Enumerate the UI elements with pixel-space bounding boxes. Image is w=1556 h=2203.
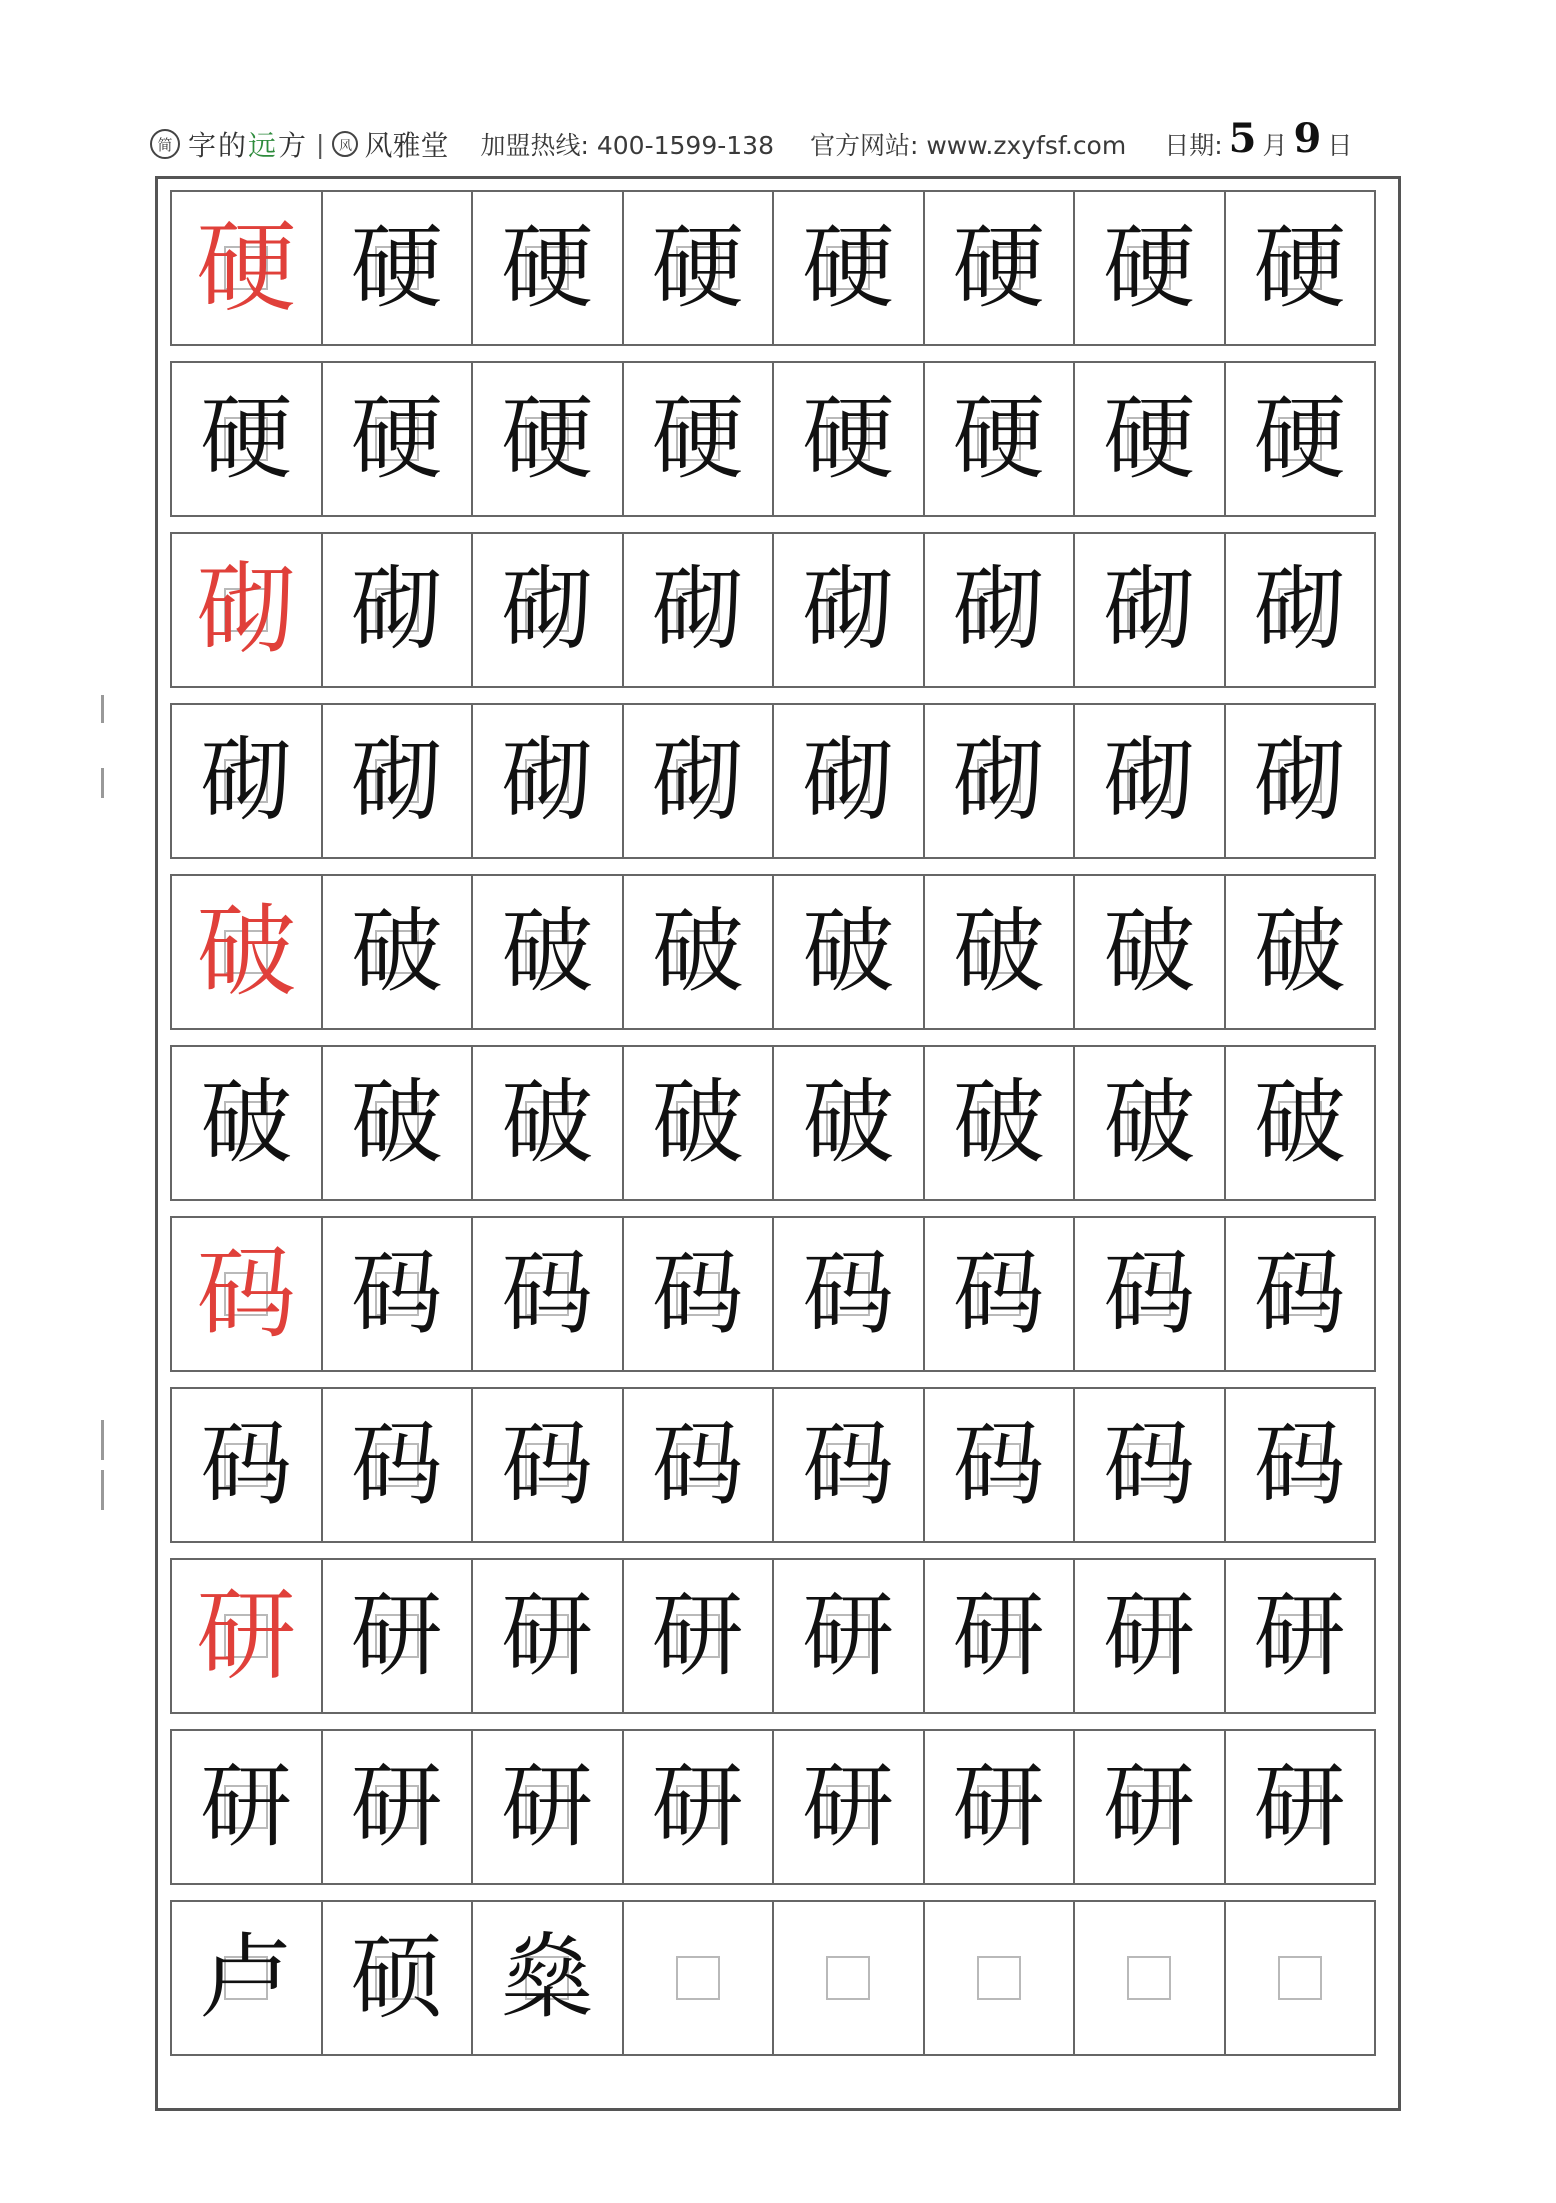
practice-cell [1073,361,1226,517]
date-month-value: 5 [1228,114,1257,162]
practice-cell [170,874,323,1030]
practice-character: 研 [350,1753,443,1860]
practice-cell [772,190,925,346]
practice-cell [1224,1045,1377,1201]
practice-cell [321,1045,474,1201]
brand-name-part1: 字的 [188,129,249,162]
practice-cell [471,1216,624,1372]
practice-cell [923,1729,1076,1885]
binding-mark [101,768,104,798]
practice-character: 码 [802,1411,895,1518]
practice-character: 码 [200,1411,293,1518]
practice-cell [772,1558,925,1714]
practice-cell [1224,1216,1377,1372]
practice-character: 码 [1253,1411,1346,1518]
practice-character: 破 [952,1069,1045,1176]
practice-cell [471,1729,624,1885]
practice-character: 码 [651,1240,744,1347]
practice-cell [1224,190,1377,346]
date-label: 日期: [1164,131,1223,160]
practice-cell [170,1387,323,1543]
practice-character: 硬 [802,385,895,492]
practice-cell [622,874,775,1030]
practice-character: 硬 [1253,214,1346,321]
practice-cell [321,874,474,1030]
practice-cell [471,1900,624,2056]
practice-character: 破 [802,898,895,1005]
practice-character: 破 [651,898,744,1005]
guide-box [1278,1956,1322,2000]
practice-cell [923,1216,1076,1372]
practice-character: 砌 [350,556,443,663]
practice-cell [321,1729,474,1885]
practice-row [170,703,1390,859]
practice-character: 码 [501,1411,594,1518]
practice-character: 码 [501,1240,594,1347]
practice-cell [772,703,925,859]
date-day-value: 9 [1293,114,1322,162]
practice-character: 破 [1103,1069,1196,1176]
partner-name: 风雅堂 [364,129,449,162]
practice-cell [622,1900,775,2056]
model-character: 研 [196,1577,297,1694]
practice-character: 硬 [1103,214,1196,321]
practice-cell [321,1387,474,1543]
practice-cell [923,361,1076,517]
practice-character: 硬 [802,214,895,321]
practice-cell [923,874,1076,1030]
practice-cell [471,361,624,517]
practice-cell [1224,532,1377,688]
guide-box [977,1956,1021,2000]
practice-character: 砌 [1103,727,1196,834]
practice-character: 硕 [350,1924,443,2031]
practice-character: 码 [1103,1240,1196,1347]
practice-cell [471,703,624,859]
practice-cell [170,1045,323,1201]
practice-character: 硬 [1103,385,1196,492]
practice-character: 破 [651,1069,744,1176]
practice-cell [170,361,323,517]
practice-character: 码 [350,1240,443,1347]
practice-character: 破 [501,898,594,1005]
practice-cell [622,1558,775,1714]
practice-cell [1073,1900,1226,2056]
practice-cell [923,1558,1076,1714]
practice-cell [170,1729,323,1885]
practice-cell [622,532,775,688]
practice-character: 码 [350,1411,443,1518]
binding-mark [101,1470,104,1510]
practice-cell [1224,1900,1377,2056]
practice-character: 砌 [802,556,895,663]
practice-character: 研 [802,1753,895,1860]
practice-cell [170,1558,323,1714]
practice-character: 研 [952,1753,1045,1860]
model-character: 破 [196,893,297,1010]
practice-cell [772,1900,925,2056]
practice-character: 砌 [802,727,895,834]
practice-character: 研 [350,1582,443,1689]
practice-cell [1224,874,1377,1030]
practice-cell [1073,532,1226,688]
practice-cell [170,703,323,859]
practice-character: 码 [952,1411,1045,1518]
practice-character: 研 [501,1582,594,1689]
practice-character: 硬 [1253,385,1346,492]
practice-character: 砌 [1103,556,1196,663]
practice-cell [1073,703,1226,859]
practice-character: 砌 [952,727,1045,834]
practice-character: 砌 [1253,727,1346,834]
practice-cell [471,1558,624,1714]
practice-character: 砌 [501,556,594,663]
practice-grid [170,190,1390,2071]
practice-character: 码 [651,1411,744,1518]
practice-row [170,874,1390,1030]
model-character: 码 [196,1235,297,1352]
practice-cell [772,874,925,1030]
practice-character: 研 [952,1582,1045,1689]
brand-separator: | [316,129,325,159]
guide-box [826,1956,870,2000]
practice-cell [321,703,474,859]
practice-character: 硬 [200,385,293,492]
practice-cell [321,1216,474,1372]
guide-box [1127,1956,1171,2000]
practice-cell [321,190,474,346]
practice-cell [923,532,1076,688]
practice-character: 破 [1253,1069,1346,1176]
practice-character: 研 [1253,1753,1346,1860]
practice-character: 砌 [1253,556,1346,663]
practice-cell [772,1216,925,1372]
website-text: 官方网站: www.zxyfsf.com [809,131,1127,160]
practice-cell [471,874,624,1030]
practice-character: 砌 [200,727,293,834]
practice-cell [321,532,474,688]
practice-row [170,1729,1390,1885]
practice-cell [1073,1558,1226,1714]
practice-character: 码 [1253,1240,1346,1347]
practice-cell [772,1729,925,1885]
practice-cell [471,190,624,346]
practice-character: 砌 [501,727,594,834]
practice-cell [772,361,925,517]
brand-name-accent: 远 [248,129,279,162]
brand-logo-icon: 简 [150,129,180,159]
date-month-label: 月 [1262,131,1288,160]
practice-cell [1073,1387,1226,1543]
practice-character: 破 [802,1069,895,1176]
date-day-label: 日 [1327,131,1353,160]
practice-cell [923,190,1076,346]
practice-cell [1224,703,1377,859]
practice-character: 砌 [651,727,744,834]
practice-character: 破 [1103,898,1196,1005]
practice-row [170,532,1390,688]
binding-mark [101,695,104,723]
practice-cell [170,190,323,346]
practice-row [170,190,1390,346]
practice-character: 研 [651,1753,744,1860]
practice-character: 破 [501,1069,594,1176]
practice-cell [321,1558,474,1714]
practice-row [170,1045,1390,1201]
practice-cell [923,1900,1076,2056]
brand-name [188,124,308,164]
practice-cell [1224,1387,1377,1543]
practice-character: 砌 [952,556,1045,663]
practice-character: 码 [1103,1411,1196,1518]
practice-cell [923,1387,1076,1543]
practice-cell [1073,1216,1226,1372]
practice-row [170,1387,1390,1543]
practice-cell [471,1387,624,1543]
practice-cell [923,703,1076,859]
practice-character: 研 [802,1582,895,1689]
practice-row [170,1558,1390,1714]
practice-character: 砌 [651,556,744,663]
practice-character: 研 [651,1582,744,1689]
practice-character: 硬 [651,385,744,492]
practice-character: 码 [952,1240,1045,1347]
practice-character: 砌 [350,727,443,834]
practice-character: 硬 [501,385,594,492]
practice-cell [772,1387,925,1543]
practice-cell [1073,1729,1226,1885]
practice-character: 破 [952,898,1045,1005]
practice-character: 硬 [651,214,744,321]
guide-box [676,1956,720,2000]
practice-character: 硬 [350,214,443,321]
practice-character: 研 [200,1753,293,1860]
practice-cell [772,532,925,688]
practice-character: 燊 [501,1924,594,2031]
practice-character: 破 [350,1069,443,1176]
practice-character: 破 [200,1069,293,1176]
practice-cell [1224,361,1377,517]
practice-cell [321,361,474,517]
practice-cell [622,1387,775,1543]
practice-cell [1224,1558,1377,1714]
practice-row [170,1216,1390,1372]
practice-cell [622,190,775,346]
practice-cell [1073,874,1226,1030]
practice-cell [471,1045,624,1201]
practice-character: 硬 [501,214,594,321]
practice-cell [622,1216,775,1372]
practice-cell [622,1729,775,1885]
practice-cell [622,703,775,859]
practice-character: 研 [1103,1753,1196,1860]
model-character: 砌 [196,551,297,668]
practice-character: 破 [1253,898,1346,1005]
practice-row [170,1900,1390,2056]
practice-cell [471,532,624,688]
partner-logo-icon: 风 [332,131,358,157]
practice-cell [321,1900,474,2056]
practice-cell [170,1216,323,1372]
practice-cell [1224,1729,1377,1885]
practice-character: 硬 [952,385,1045,492]
practice-row [170,361,1390,517]
binding-mark [101,1420,104,1460]
practice-cell [170,532,323,688]
practice-cell [622,1045,775,1201]
model-character: 硬 [196,209,297,326]
practice-cell [772,1045,925,1201]
practice-character: 研 [501,1753,594,1860]
practice-character: 卢 [200,1924,293,2031]
practice-character: 破 [350,898,443,1005]
practice-character: 研 [1103,1582,1196,1689]
practice-cell [170,1900,323,2056]
practice-cell [923,1045,1076,1201]
practice-cell [622,361,775,517]
practice-character: 码 [802,1240,895,1347]
practice-character: 硬 [350,385,443,492]
practice-character: 硬 [952,214,1045,321]
practice-cell [1073,1045,1226,1201]
practice-cell [1073,190,1226,346]
worksheet-header [150,114,1420,170]
hotline-text: 加盟热线: 400-1599-138 [480,131,774,160]
brand-name-part2: 方 [278,129,309,162]
practice-character: 研 [1253,1582,1346,1689]
